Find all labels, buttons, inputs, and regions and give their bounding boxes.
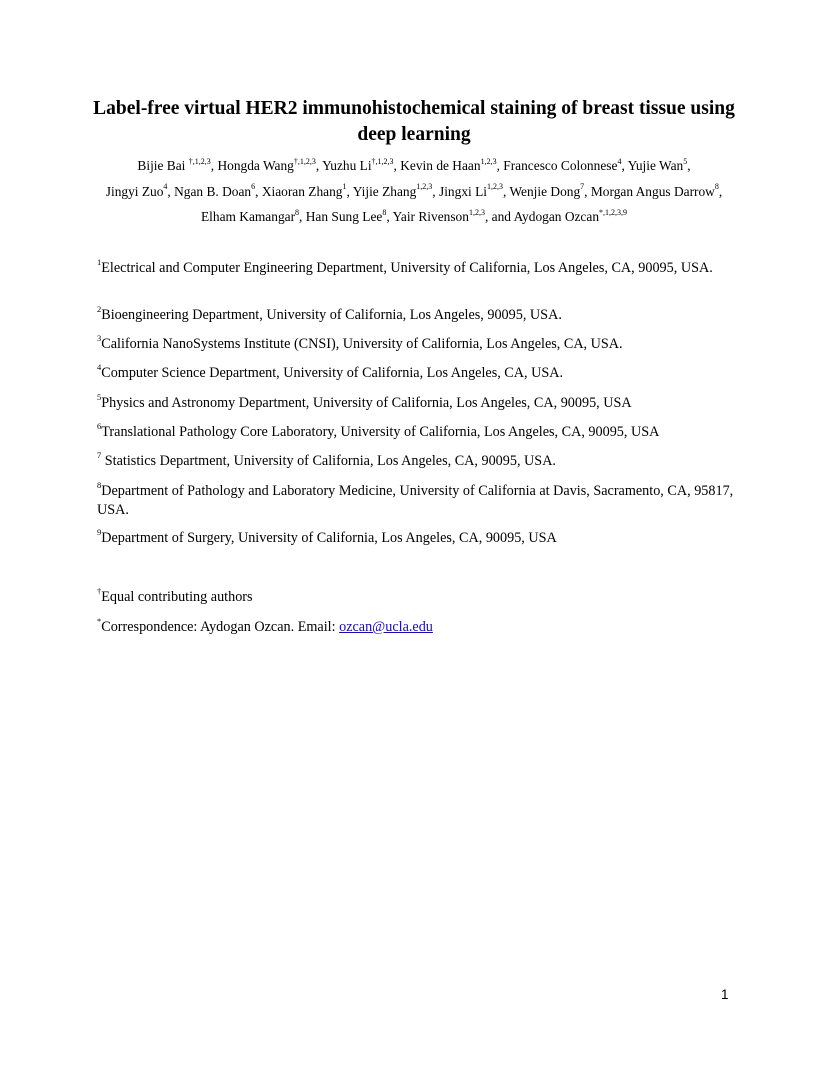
author-name: Yujie Wan [627,158,684,173]
affiliation [97,306,737,325]
correspondence-text: Correspondence: Aydogan Ozcan. Email: [101,619,340,635]
author-name: Jingyi Zuo [105,183,164,199]
author-affiliation-marks: †,1,2,3 [293,156,316,166]
affiliation [97,423,737,442]
author-affiliation-marks: 8 [382,207,387,217]
affiliation-number: 9 [97,527,102,538]
author-name: Bijie Bai [137,158,186,173]
author-name: Jingxi Li [439,183,487,199]
author-affiliation-marks: *,1,2,3,9 [599,207,628,217]
affiliation-number: 2 [97,304,102,315]
author-name: Wenjie Dong [509,183,581,199]
affiliation-number: 6 [97,421,102,432]
affiliation-text: Computer Science Department, University of California, Los Angeles, CA, USA. [101,365,564,381]
affiliation [97,335,737,354]
author-affiliation-marks: †,1,2,3 [371,156,394,166]
author-affiliation-marks: 4 [617,156,622,166]
affiliation-number: 5 [97,392,102,403]
correspondence-note [97,618,737,637]
affiliation-text: Department of Surgery, University of California, Los Angeles, CA, 90095, USA [101,530,557,546]
affiliation-number: 7 [97,450,102,461]
author-affiliation-marks: 1 [342,182,347,192]
author-name: Morgan Angus Darrow [590,183,715,199]
author-affiliation-marks: 8 [714,182,719,192]
author-name: Han Sung Lee [305,209,383,224]
author-affiliation-marks: †,1,2,3 [188,156,211,166]
affiliation-number: 1 [97,257,102,268]
asterisk-mark: * [97,616,102,627]
affiliation-number: 4 [97,362,102,373]
author-line: Elham Kamangar$^8$, Han Sung Lee$^8$, Yair Rivenson$^{1,2,3}$, and Aydogan Ozcan$^{*,1,2,3,9}$ [200,207,628,224]
affiliation-text: Bioengineering Department, University of California, Los Angeles, 90095, USA. [101,307,562,323]
author-line: Bijie Bai $^{\dagger,1,2,3}$, Hongda Wang$^{\dagger,1,2,3}$, Yuzhu $Li^{\dagger,1,2,3}$, Kevin de Haan$^{1,2,3}$, Francesco Colonnese$^4$, Yujie Wan$^5$, [137,156,691,173]
affiliation-text: Translational Pathology Core Laboratory, University of California, Los Angeles, CA, 90095, USA [101,424,660,440]
author-name: Francesco Colonnese [503,158,618,173]
author-affiliation-marks: 1,2,3 [468,207,485,217]
affiliation-number: 8 [97,480,102,491]
affiliation [97,259,737,278]
author-name: Aydogan Ozcan [513,209,600,224]
author-affiliation-marks: 7 [580,182,585,192]
affiliation [97,452,737,471]
author-name: Kevin de Haan [400,158,481,173]
affiliation [97,482,737,520]
author-name: Hongda Wang [217,158,294,173]
page-number: 1 [721,987,729,1002]
dagger-mark: † [97,586,102,597]
author-affiliation-marks: 8 [295,207,300,217]
affiliation [97,364,737,383]
author-affiliation-marks: 1,2,3 [487,182,503,192]
author-list [70,153,758,230]
affiliation-text: Electrical and Computer Engineering Department, University of California, Los Angeles, CA, 90095, USA. [101,260,713,276]
equal-contribution-text: Equal contributing authors [101,589,253,605]
equal-contribution-note [97,588,737,607]
author-affiliation-marks: 4 [163,182,168,192]
affiliation-text: Physics and Astronomy Department, University of California, Los Angeles, CA, 90095, USA [101,395,632,411]
author-name: Xiaoran Zhang [261,183,343,199]
author-affiliation-marks: 6 [251,182,256,192]
author-line: Jingyi Zuo$^4$, Ngan B. Doan$^6$, Xiaoran Zhang$^1$, Yijie Zhang$^{1,2,3}$, Jingxi Li$^{1,2,3}$, Wenjie Dong$^7$, Morgan Angus Darrow$^8$, [105,182,723,199]
author-name: Yair Rivenson [392,209,469,224]
author-name: Elham Kamangar [200,209,296,224]
author-affiliation-marks: 5 [683,156,688,166]
author-affiliation-marks: 1,2,3 [480,156,497,166]
paper-title: Label-free virtual HER2 immunohistochemical staining of breast tissue using deep learning [93,98,735,145]
affiliation [97,394,737,413]
author-name: Yuzhu Li [322,158,372,173]
author-name: Yijie Zhang [352,183,417,199]
email-link[interactable]: ozcan@ucla.edu [339,619,433,635]
affiliation [97,529,737,548]
affiliation-text: California NanoSystems Institute (CNSI), University of California, Los Angeles, CA, USA. [101,336,623,352]
affiliation-number: 3 [97,333,102,344]
author-name: Ngan B. Doan [174,183,252,199]
affiliation-text: Department of Pathology and Laboratory Medicine, University of California at Davis, Sacramento, CA, 95817, USA. [97,483,734,518]
author-affiliation-marks: 1,2,3 [416,182,433,192]
affiliation-text: Statistics Department, University of California, Los Angeles, CA, 90095, USA. [101,453,556,469]
